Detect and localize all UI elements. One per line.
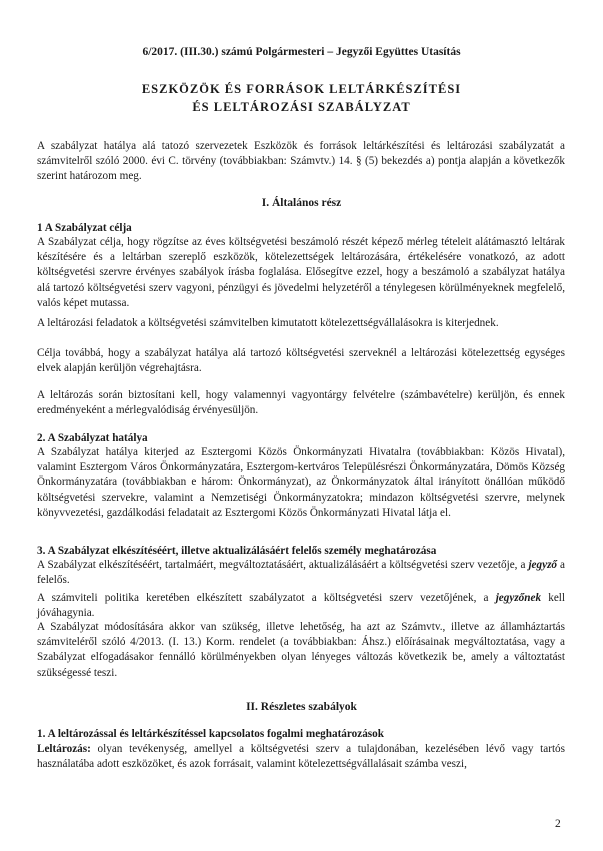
document-header: 6/2017. (III.30.) számú Polgármesteri – Jegyzői Együttes Utasítás bbox=[142, 46, 461, 58]
subheading-definitions: 1. A leltározással és leltárkészítéssel kapcsolatos fogalmi meghatározások bbox=[37, 728, 384, 740]
purpose-paragraph-2: A leltározási feladatok a költségvetési számvitelben kimutatott kötelezettségvállalásokra is kiterjednek. bbox=[37, 317, 499, 329]
responsible-paragraph-2 bbox=[37, 591, 565, 621]
approval-text-a: A számviteli politika keretében elkészített szabályzatot a költségvetési szerv vezetőjének, a bbox=[37, 592, 496, 604]
approval-emphasis: jegyzőnek bbox=[495, 592, 542, 604]
subheading-scope: 2. A Szabályzat hatálya bbox=[37, 432, 148, 444]
page-number: 2 bbox=[555, 818, 561, 830]
document-title-line1: ESZKÖZÖK ÉS FORRÁSOK LELTÁRKÉSZÍTÉSI bbox=[141, 82, 462, 96]
responsible-paragraph-3: A Szabályzat módosítására akkor van szükség, illetve lehetőség, ha azt az Számvtv., illetve az államháztartás számviteléről szóló 4/2013. (I. 13.) Korm. rendelet (a továbbiakban: Áhsz.) előírásainak megváltoztatása, vagy a Szabályzat elfogadásakor fennálló körülményekben olyan lényeges változás következik be, amely a változtatást szükségessé teszi. bbox=[37, 621, 565, 679]
section-heading-detailed: II. Részletes szabályok bbox=[246, 701, 357, 713]
definitions-paragraph bbox=[37, 742, 565, 772]
responsible-emphasis: jegyző bbox=[528, 559, 558, 571]
definition-text: olyan tevékenység, amellyel a költségvetési szerv a tulajdonában, kezelésében lévő vagy tartós használatába adott eszközöket, és azok forrásait, valamint kötelezettségvállalásait számba veszi, bbox=[37, 743, 565, 771]
section-heading-general: I. Általános rész bbox=[261, 197, 342, 209]
document-title-line2: ÉS LELTÁROZÁSI SZABÁLYZAT bbox=[192, 100, 411, 114]
responsible-text-a: A Szabályzat elkészítéséért, tartalmáért, megváltoztatásáért, aktualizálásáért a költségvetési szerv vezetője, a bbox=[37, 559, 529, 571]
scope-paragraph: A Szabályzat hatálya kiterjed az Esztergomi Közös Önkormányzati Hivatalra (továbbiakban: Közös Hivatal), valamint Esztergom Város Önkormányzatára, Esztergom-kertváros Településrészi Önkormányzatára, Dömös Község Önkormányzatára (továbbiakban e három: Önkormányzat), az Önkormányzatok által irányított önállóan működő költségvetési szervekre, valamint a Nemzetiségi Önkormányzatokra; mindazon költségvetési szervre, melynek könyvvezetési, gazdálkodási feladatait az Esztergomi Közös Önkormányzati Hivatal látja el. bbox=[37, 446, 565, 519]
purpose-paragraph-1: A Szabályzat célja, hogy rögzítse az éves költségvetési beszámoló részét képező mérleg tételeit alátámasztó leltárak készítésére és a leltárban szereplő eszközök, kötelezettségek leltározására, értékelésére vonatkozó, az adott költségvetési szervre érvényes szabályok írásba foglalása. Elősegítve ezzel, hogy a beszámoló a szabályzat hatálya alá tartozó költségvetési szerv vagyoni, pénzügyi és jövedelmi helyzetéről a ténylegesen körülményeknek megfelelő, valós képet mutassa. bbox=[37, 236, 565, 309]
responsible-paragraph-1 bbox=[37, 558, 565, 588]
approval-text-c: kell jóváhagynia. bbox=[37, 592, 565, 620]
subheading-responsible-person: 3. A Szabályzat elkészítéséért, illetve aktualizálásáért felelős személy meghatározása bbox=[37, 545, 437, 557]
purpose-paragraph-4: A leltározás során biztosítani kell, hogy valamennyi vagyontárgy felvételre (számbavételre) kerüljön, és ennek eredményeként a mérlegvalódiság érvényesüljön. bbox=[37, 389, 565, 417]
purpose-paragraph-3: Célja továbbá, hogy a szabályzat hatálya alá tartozó költségvetési szerveknél a leltározási kötelezettség egységes elvek alapján kerüljön végrehajtásra. bbox=[37, 347, 565, 375]
definition-term: Leltározás: bbox=[37, 743, 91, 755]
intro-paragraph: A szabályzat hatálya alá tatozó szervezetek Eszközök és források leltárkészítési és leltározási szabályzatát a számvitelről szóló 2000. évi C. törvény (továbbiakban: Számvtv.) 14. § (5) bekezdés a) pontja alapján a következők szerint határozom meg. bbox=[37, 140, 565, 183]
subheading-purpose: 1 A Szabályzat célja bbox=[37, 222, 132, 234]
responsible-text-c: a felelős. bbox=[37, 559, 565, 587]
